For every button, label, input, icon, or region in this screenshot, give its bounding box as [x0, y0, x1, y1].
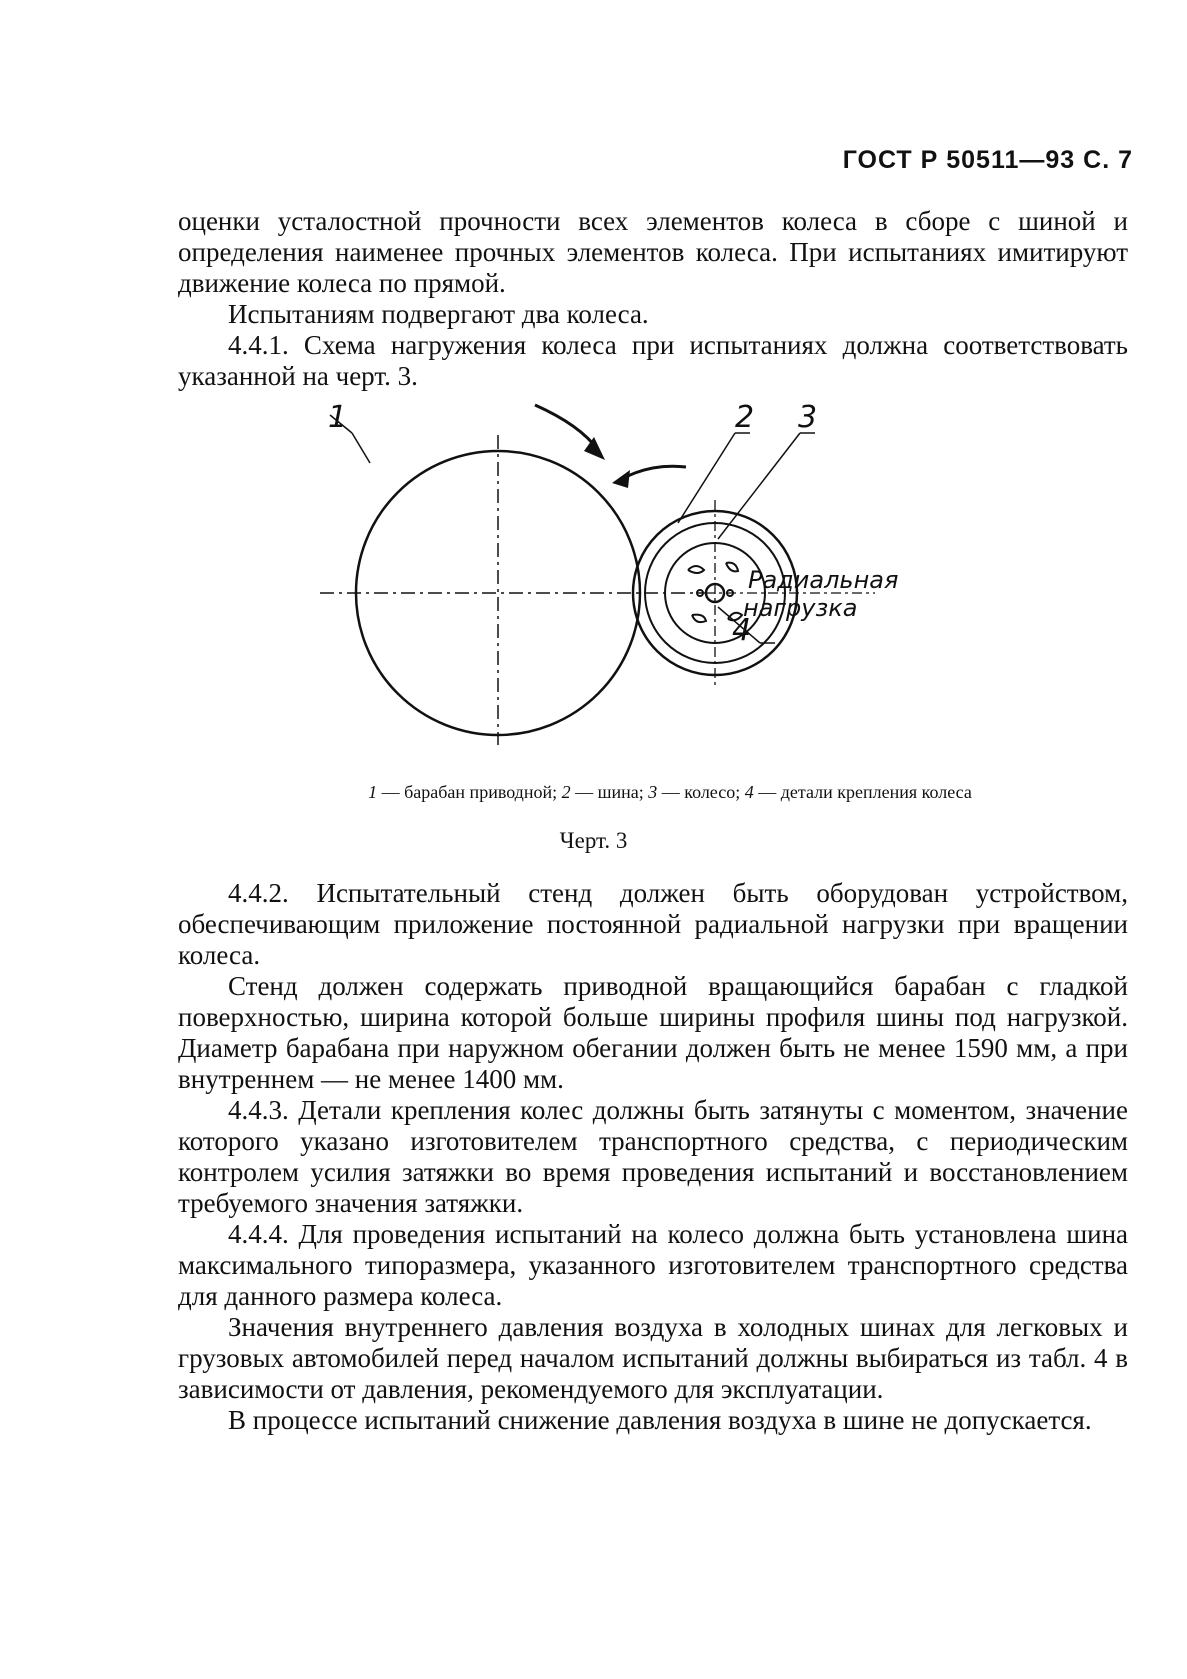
- loading-scheme-figure: [328, 400, 1010, 795]
- caption-num-2: 2: [561, 782, 571, 802]
- caption-num-4: 4: [744, 782, 754, 802]
- caption-num-3: 3: [648, 782, 658, 802]
- caption-text-1: — барабан приводной;: [377, 782, 562, 802]
- loading-scheme-drawing: [328, 400, 1010, 795]
- caption-num-1: 1: [368, 782, 378, 802]
- load-label-line2: нагрузка: [743, 594, 858, 622]
- label-2: 2: [735, 400, 755, 435]
- main-text: [178, 878, 1128, 1436]
- label-4: 4: [732, 613, 752, 648]
- wheel-arrowhead: [612, 470, 630, 488]
- wheel-rotation-arrow: [620, 466, 686, 480]
- drum-arrowhead: [584, 437, 605, 460]
- air-pressure-paragraph: Значения внутреннего давления воздуха в холодных шинах для легковых и грузовых автомобилей перед началом испытаний должны выбираться из табл. 4 в зависимости от давления, рекомендуемого для эксплуатации.: [178, 1312, 1128, 1404]
- clause-4-4-2: 4.4.2. Испытательный стенд должен быть оборудован устройством, обеспечивающим приложение постоянной радиальной нагрузки при вращении колеса.: [178, 878, 1128, 970]
- load-label-line1: Радиальная: [748, 566, 899, 594]
- clause-4-4-1: 4.4.1. Схема нагружения колеса при испытаниях должна соответствовать указанной на черт. 3.: [178, 330, 1128, 391]
- drum-rotation-arrow: [535, 405, 598, 450]
- stand-requirements-paragraph: Стенд должен содержать приводной вращающийся барабан с гладкой поверхностью, ширина которой больше ширины профиля шины под нагрузкой. Диаметр барабана при наружном обегании должен быть не менее 1590 мм, а при внутреннем — не менее 1400 мм.: [178, 971, 1128, 1094]
- figure-caption: [300, 782, 1040, 803]
- clause-4-4-4: 4.4.4. Для проведения испытаний на колесо должна быть установлена шина максимального типоразмера, указанного изготовителем транспортного средства для данного размера колеса.: [178, 1219, 1128, 1311]
- caption-text-4: — детали крепления колеса: [753, 782, 972, 802]
- label-3: 3: [798, 400, 818, 435]
- caption-text-2: — шина;: [570, 782, 649, 802]
- figure-title: Черт. 3: [559, 828, 628, 853]
- clause-4-4-3: 4.4.3. Детали крепления колес должны быть затянуты с моментом, значение которого указано изготовителем транспортного средства, с периодическим контролем усилия затяжки во время проведения испытаний и восстановлением требуемого значения затяжки.: [178, 1095, 1128, 1218]
- page-header: ГОСТ Р 50511—93 С. 7: [842, 146, 1133, 174]
- intro-paragraph-2: Испытаниям подвергают два колеса.: [228, 299, 649, 329]
- caption-text-3: — колесо;: [657, 782, 745, 802]
- intro-text: [178, 206, 1128, 392]
- leader-2: [678, 433, 735, 523]
- label-1: 1: [328, 400, 348, 435]
- pressure-drop-paragraph: В процессе испытаний снижение давления воздуха в шине не допускается.: [228, 1405, 1092, 1435]
- intro-paragraph-1: оценки усталостной прочности всех элементов колеса в сборе с шиной и определения наименее прочных элементов колеса. При испытаниях имитируют движение колеса по прямой.: [178, 206, 1128, 298]
- leader-1: [352, 433, 370, 463]
